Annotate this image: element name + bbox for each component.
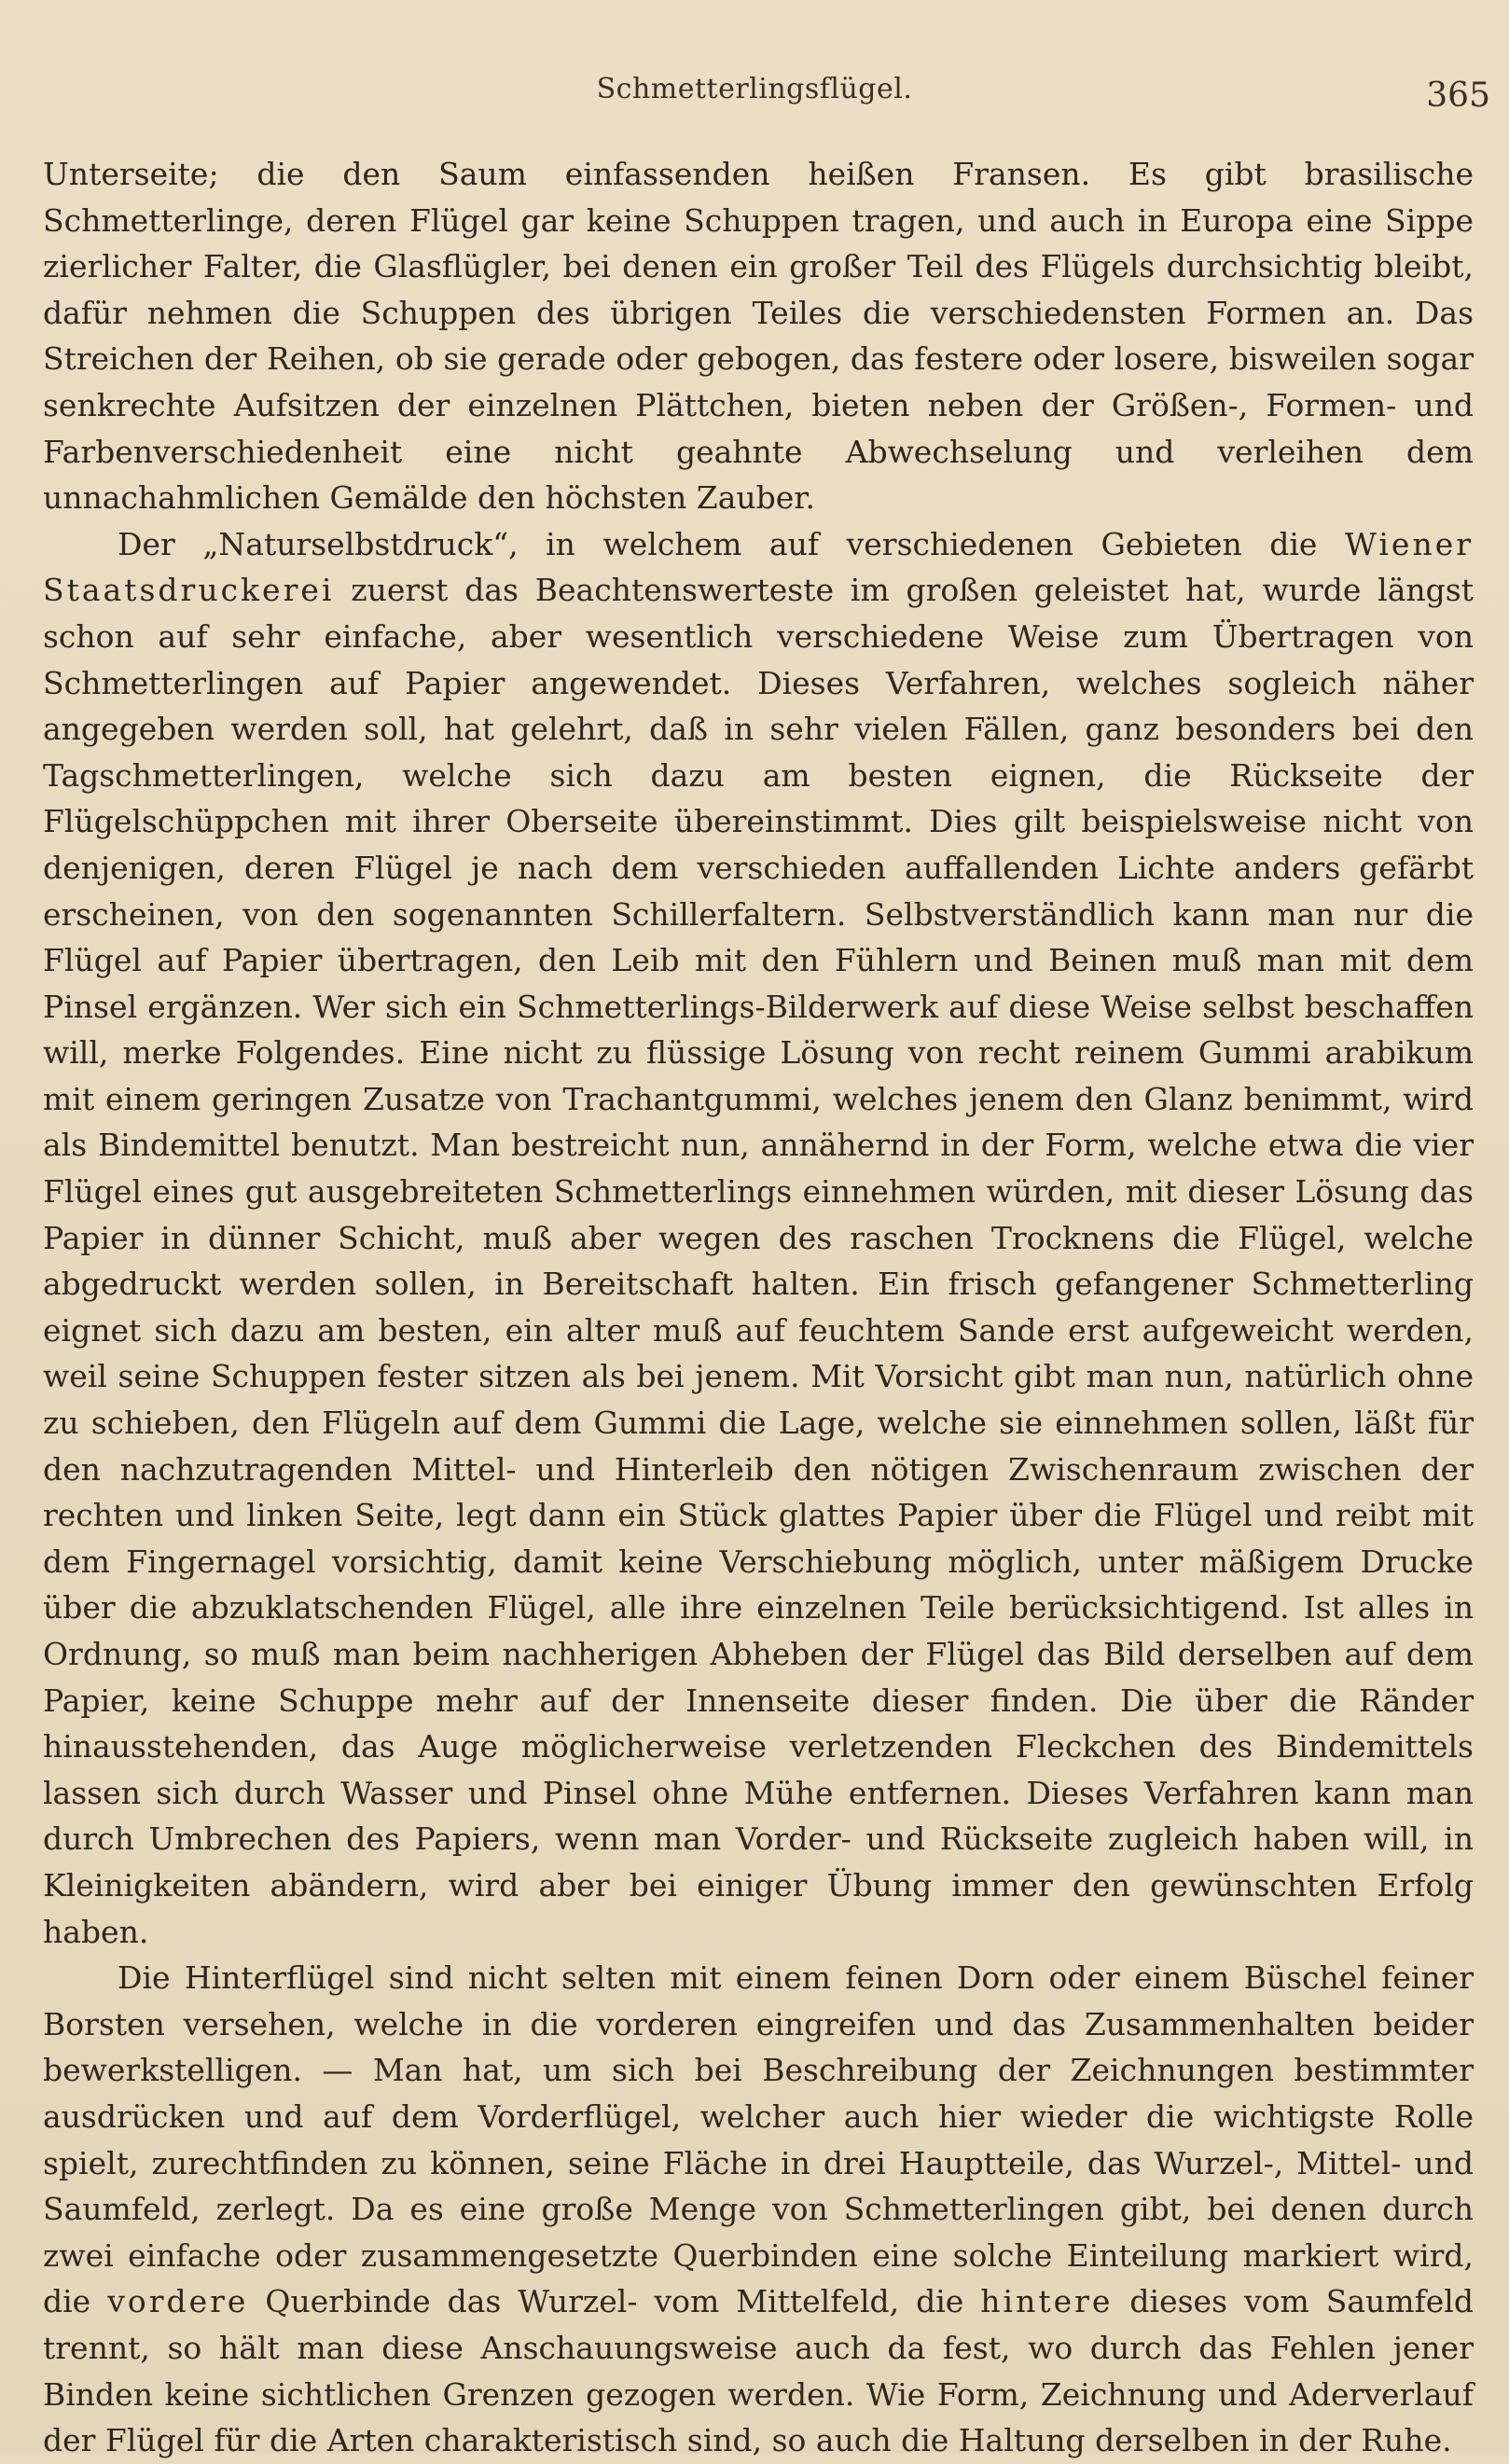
page-number: 365 (1426, 76, 1490, 115)
paragraph-3 (43, 1955, 1474, 2464)
emphasized-term-staatsdruckerei: Wiener Staatsdruckerei (43, 525, 1474, 609)
paragraph-1 (43, 151, 1474, 521)
paragraph-1-text: Unterseite; die den Saum einfassenden heißen Fransen. Es gibt brasilische Schmetterlinge, deren Flügel gar keine Schuppen tragen, und auch in Europa eine Sippe zierlicher Falter, die Glasflügler, bei denen ein großer Teil des Flügels durchsichtig bleibt, dafür nehmen die Schuppen des übrigen Teiles die verschiedensten Formen an. Das Streichen der Reihen, ob sie gerade oder gebogen, das festere oder losere, bisweilen sogar senkrechte Aufsitzen der einzelnen Plättchen, bieten neben der Größen-, Formen- und Farbenverschiedenheit eine nicht geahnte Abwechselung und verleihen dem unnachahmlichen Gemälde den höchsten Zauber. (43, 156, 1474, 517)
paragraph-2-text-a: Der „Naturselbstdruck“, in welchem auf verschiedenen Gebieten die (118, 525, 1346, 562)
paragraph-2-text-b: zuerst das Beachtenswerteste im großen geleistet hat, wurde längst schon auf sehr einfache, aber wesentlich verschiedene Weise zum Übertragen von Schmetterlingen auf Papier angewendet. Dieses Verfahren, welches sogleich näher angegeben werden soll, hat gelehrt, daß in sehr vielen Fällen, ganz besonders bei den Tagschmetterlingen, welche sich dazu am besten eignen, die Rückseite der Flügelschüppchen mit ihrer Oberseite übereinstimmt. Dies gilt beispielsweise nicht von denjenigen, deren Flügel je nach dem verschieden auffallenden Lichte anders gefärbt erscheinen, von den sogenannten Schillerfaltern. Selbstverständlich kann man nur die Flügel auf Papier übertragen, den Leib mit den Fühlern und Beinen muß man mit dem Pinsel ergänzen. Wer sich ein Schmetterlings-Bilderwerk auf diese Weise selbst beschaffen will, merke Folgendes. Eine nicht zu flüssige Lösung von recht reinem Gummi arabikum mit einem geringen Zusatze von Trachantgummi, welches jenem den Glanz benimmt, wird als Bindemittel benutzt. Man bestreicht nun, annähernd in der Form, welche etwa die vier Flügel eines gut ausgebreiteten Schmetterlings einnehmen würden, mit dieser Lösung das Papier in dünner Schicht, muß aber wegen des raschen Trocknens die Flügel, welche abgedruckt werden sollen, in Bereitschaft halten. Ein frisch gefangener Schmetterling eignet sich dazu am besten, ein alter muß auf feuchtem Sande erst aufgeweicht werden, weil seine Schuppen fester sitzen als bei jenem. Mit Vorsicht gibt man nun, natürlich ohne zu schieben, den Flügeln auf dem Gummi die Lage, welche sie einnehmen sollen, läßt für den nachzutragenden Mittel- und Hinterleib den nötigen Zwischenraum zwischen der rechten und linken Seite, legt dann ein Stück glattes Papier über die Flügel und reibt mit dem Fingernagel vorsichtig, damit keine Verschiebung möglich, unter mäßigem Drucke über die abzuklatschenden Flügel, alle ihre einzelnen Teile berücksichtigend. Ist alles in Ordnung, so muß man beim nachherigen Abheben der Flügel das Bild derselben auf dem Papier, keine Schuppe mehr auf der Innenseite dieser finden. Die über die Ränder hinausstehenden, das Auge möglicherweise verletzenden Fleckchen des Bindemittels lassen sich durch Wasser und Pinsel ohne Mühe entfernen. Dieses Verfahren kann man durch Umbrechen des Papiers, wenn man Vorder- und Rückseite zugleich haben will, in Kleinigkeiten abändern, wird aber bei einiger Übung immer den gewünschten Erfolg haben. (43, 572, 1474, 1950)
emphasized-term-vordere: vordere (107, 2283, 249, 2320)
paragraph-2 (43, 521, 1474, 1955)
body-text (43, 151, 1474, 2464)
running-title: Schmetterlingsflügel. (596, 73, 913, 105)
emphasized-term-hintere: hintere (980, 2283, 1114, 2320)
paragraph-3-text-c: dieses vom Saumfeld trennt, so hält man diese Anschauungsweise auch da fest, wo durch das Fehlen jener Binden keine sichtlichen Grenzen gezogen werden. Wie Form, Zeichnung und Aderverlauf der Flügel für die Arten charakteristisch sind, so auch die Haltung derselben in der Ruhe. (43, 2283, 1474, 2459)
paragraph-3-text-b: Querbinde das Wurzel- vom Mittelfeld, die (248, 2283, 981, 2320)
paragraph-3-text-a: Die Hinterflügel sind nicht selten mit einem feinen Dorn oder einem Büschel feiner Borsten versehen, welche in die vorderen eingreifen und das Zusammenhalten beider bewerkstelligen. — Man hat, um sich bei Beschreibung der Zeichnungen bestimmter ausdrücken und auf dem Vorderflügel, welcher auch hier wieder die wichtigste Rolle spielt, zurechtfinden zu können, seine Fläche in drei Hauptteile, das Wurzel-, Mittel- und Saumfeld, zerlegt. Da es eine große Menge von Schmetterlingen gibt, bei denen durch zwei einfache oder zusammengesetzte Querbinden eine solche Einteilung markiert wird, die (43, 1959, 1474, 2320)
